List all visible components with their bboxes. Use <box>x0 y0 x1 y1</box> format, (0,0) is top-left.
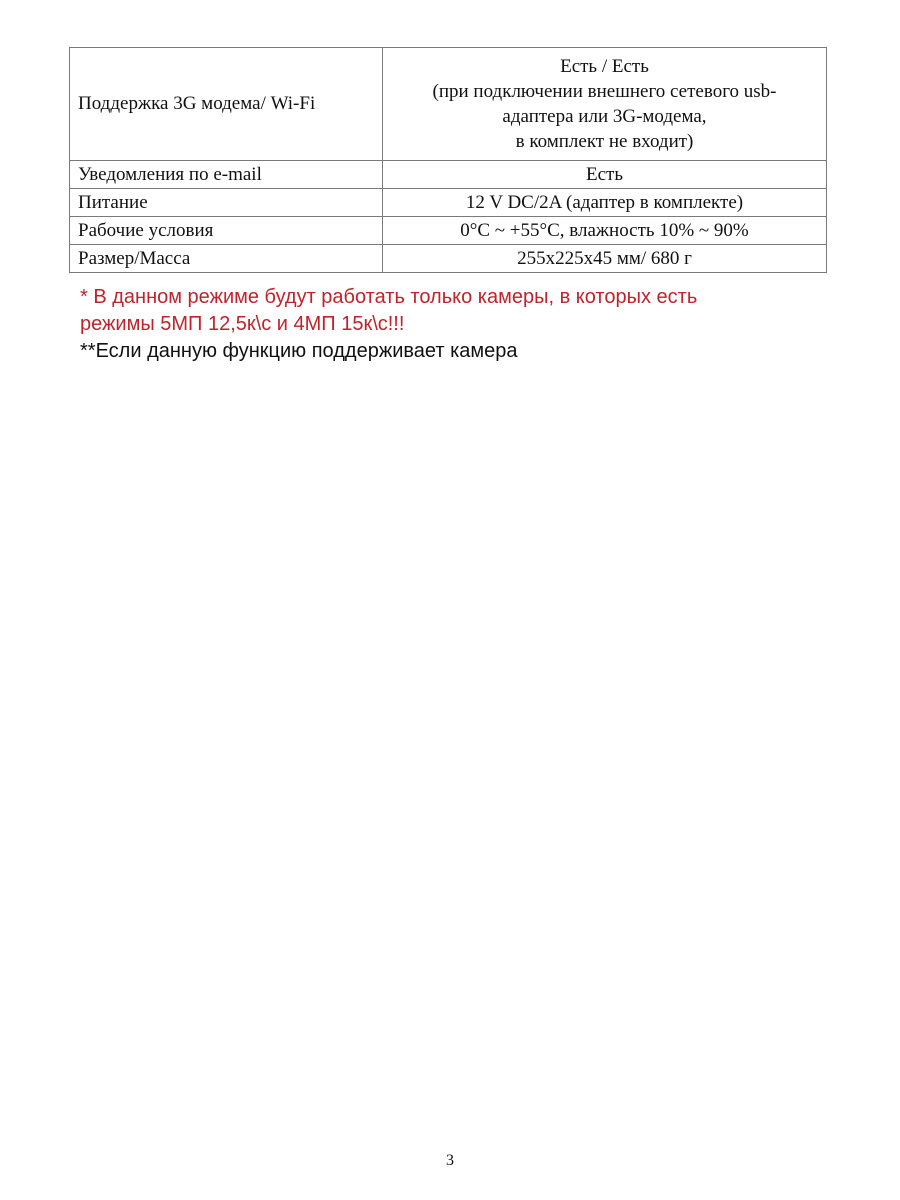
footnote-mode-warning-line-1: * В данном режиме будут работать только камеры, в которых есть <box>80 286 698 308</box>
spec-value-conditions: 0°С ~ +55°С, влажность 10% ~ 90% <box>383 217 827 245</box>
spec-value-line: (при подключении внешнего сетевого usb- <box>432 81 777 102</box>
spec-value-3g-wifi <box>383 48 827 161</box>
spec-label-power: Питание <box>70 189 383 217</box>
spec-value-line: Есть / Есть <box>560 56 649 77</box>
spec-label-email: Уведомления по e-mail <box>70 161 383 189</box>
spec-value-line: адаптера или 3G-модема, <box>502 106 707 127</box>
footnote-camera-support: **Если данную функцию поддерживает камера <box>80 340 518 362</box>
table-row <box>70 189 827 217</box>
footnotes <box>80 284 840 365</box>
table-row <box>70 217 827 245</box>
table-row <box>70 245 827 273</box>
page-number: 3 <box>446 1152 454 1169</box>
spec-value-email: Есть <box>383 161 827 189</box>
spec-label-size-weight: Размер/Масса <box>70 245 383 273</box>
spec-value-line: в комплект не входит) <box>515 131 694 152</box>
footnote-mode-warning-line-2: режимы 5МП 12,5к\с и 4МП 15к\с!!! <box>80 313 405 335</box>
spec-table <box>69 47 827 273</box>
spec-label-3g-wifi: Поддержка 3G модема/ Wi-Fi <box>70 48 383 161</box>
spec-label-conditions: Рабочие условия <box>70 217 383 245</box>
table-row <box>70 48 827 161</box>
spec-value-power: 12 V DC/2A (адаптер в комплекте) <box>383 189 827 217</box>
spec-value-size-weight: 255x225x45 мм/ 680 г <box>383 245 827 273</box>
table-row <box>70 161 827 189</box>
